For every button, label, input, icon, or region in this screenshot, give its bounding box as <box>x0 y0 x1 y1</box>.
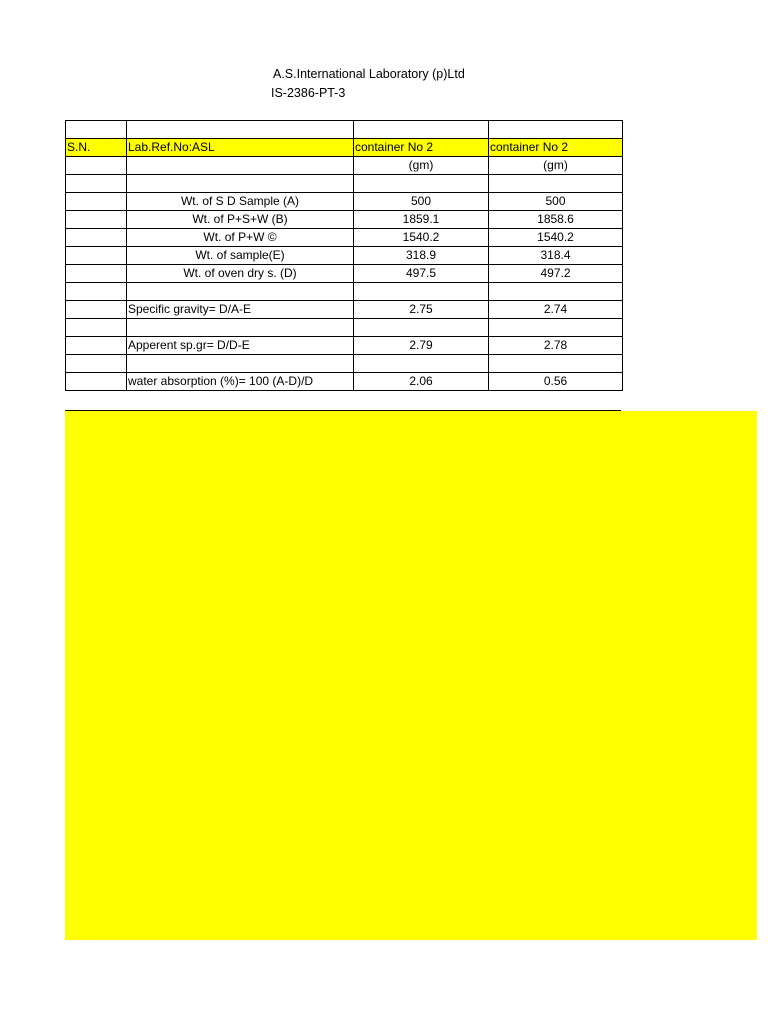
cell[interactable] <box>127 355 354 373</box>
cell[interactable] <box>66 337 127 355</box>
cell[interactable] <box>66 373 127 391</box>
cell[interactable] <box>354 175 489 193</box>
result-value[interactable]: 2.75 <box>354 301 489 319</box>
cell[interactable] <box>66 319 127 337</box>
cell[interactable] <box>66 193 127 211</box>
cell[interactable] <box>66 247 127 265</box>
table-row <box>66 211 623 229</box>
cell[interactable] <box>66 265 127 283</box>
units-row <box>66 157 623 175</box>
result-label[interactable]: Specific gravity= D/A-E <box>127 301 354 319</box>
col-header-container-1[interactable]: container No 2 <box>354 139 489 157</box>
value-cell[interactable]: 1540.2 <box>489 229 623 247</box>
table-row <box>66 121 623 139</box>
result-row <box>66 337 623 355</box>
value-cell[interactable]: 1540.2 <box>354 229 489 247</box>
highlighted-area <box>65 411 757 940</box>
header-row <box>66 139 623 157</box>
result-value[interactable]: 2.78 <box>489 337 623 355</box>
value-cell[interactable]: 500 <box>489 193 623 211</box>
table-row <box>66 229 623 247</box>
row-label[interactable]: Wt. of P+S+W (B) <box>127 211 354 229</box>
row-label[interactable]: Wt. of oven dry s. (D) <box>127 265 354 283</box>
value-cell[interactable]: 497.5 <box>354 265 489 283</box>
unit-cell[interactable]: (gm) <box>354 157 489 175</box>
cell[interactable] <box>66 175 127 193</box>
results-table <box>65 120 623 391</box>
cell[interactable] <box>127 283 354 301</box>
cell[interactable] <box>127 175 354 193</box>
col-header-sn[interactable]: S.N. <box>66 139 127 157</box>
table-row <box>66 283 623 301</box>
table-row <box>66 319 623 337</box>
row-label[interactable]: Wt. of sample(E) <box>127 247 354 265</box>
cell[interactable] <box>66 283 127 301</box>
table-row <box>66 175 623 193</box>
unit-cell[interactable]: (gm) <box>489 157 623 175</box>
lab-name: A.S.International Laboratory (p)Ltd <box>273 67 465 81</box>
cell[interactable] <box>489 121 623 139</box>
value-cell[interactable]: 318.9 <box>354 247 489 265</box>
cell[interactable] <box>66 229 127 247</box>
cell[interactable] <box>489 319 623 337</box>
cell[interactable] <box>354 355 489 373</box>
result-row <box>66 373 623 391</box>
result-label[interactable]: water absorption (%)= 100 (A-D)/D <box>127 373 354 391</box>
result-value[interactable]: 2.74 <box>489 301 623 319</box>
cell[interactable] <box>66 121 127 139</box>
result-value[interactable]: 0.56 <box>489 373 623 391</box>
table-row <box>66 247 623 265</box>
col-header-container-2[interactable]: container No 2 <box>489 139 623 157</box>
cell[interactable] <box>127 157 354 175</box>
col-header-lab-ref[interactable]: Lab.Ref.No:ASL <box>127 139 354 157</box>
result-label[interactable]: Apperent sp.gr= D/D-E <box>127 337 354 355</box>
table-row <box>66 193 623 211</box>
cell[interactable] <box>66 211 127 229</box>
cell[interactable] <box>489 283 623 301</box>
cell[interactable] <box>489 175 623 193</box>
cell[interactable] <box>127 319 354 337</box>
result-row <box>66 301 623 319</box>
table-row <box>66 265 623 283</box>
value-cell[interactable]: 318.4 <box>489 247 623 265</box>
standard-code: IS-2386-PT-3 <box>271 86 346 100</box>
cell[interactable] <box>354 319 489 337</box>
cell[interactable] <box>66 355 127 373</box>
result-value[interactable]: 2.79 <box>354 337 489 355</box>
cell[interactable] <box>354 121 489 139</box>
value-cell[interactable]: 500 <box>354 193 489 211</box>
cell[interactable] <box>66 301 127 319</box>
table-row <box>66 355 623 373</box>
value-cell[interactable]: 497.2 <box>489 265 623 283</box>
cell[interactable] <box>66 157 127 175</box>
row-label[interactable]: Wt. of S D Sample (A) <box>127 193 354 211</box>
value-cell[interactable]: 1858.6 <box>489 211 623 229</box>
cell[interactable] <box>354 283 489 301</box>
cell[interactable] <box>127 121 354 139</box>
value-cell[interactable]: 1859.1 <box>354 211 489 229</box>
row-label[interactable]: Wt. of P+W © <box>127 229 354 247</box>
cell[interactable] <box>489 355 623 373</box>
result-value[interactable]: 2.06 <box>354 373 489 391</box>
